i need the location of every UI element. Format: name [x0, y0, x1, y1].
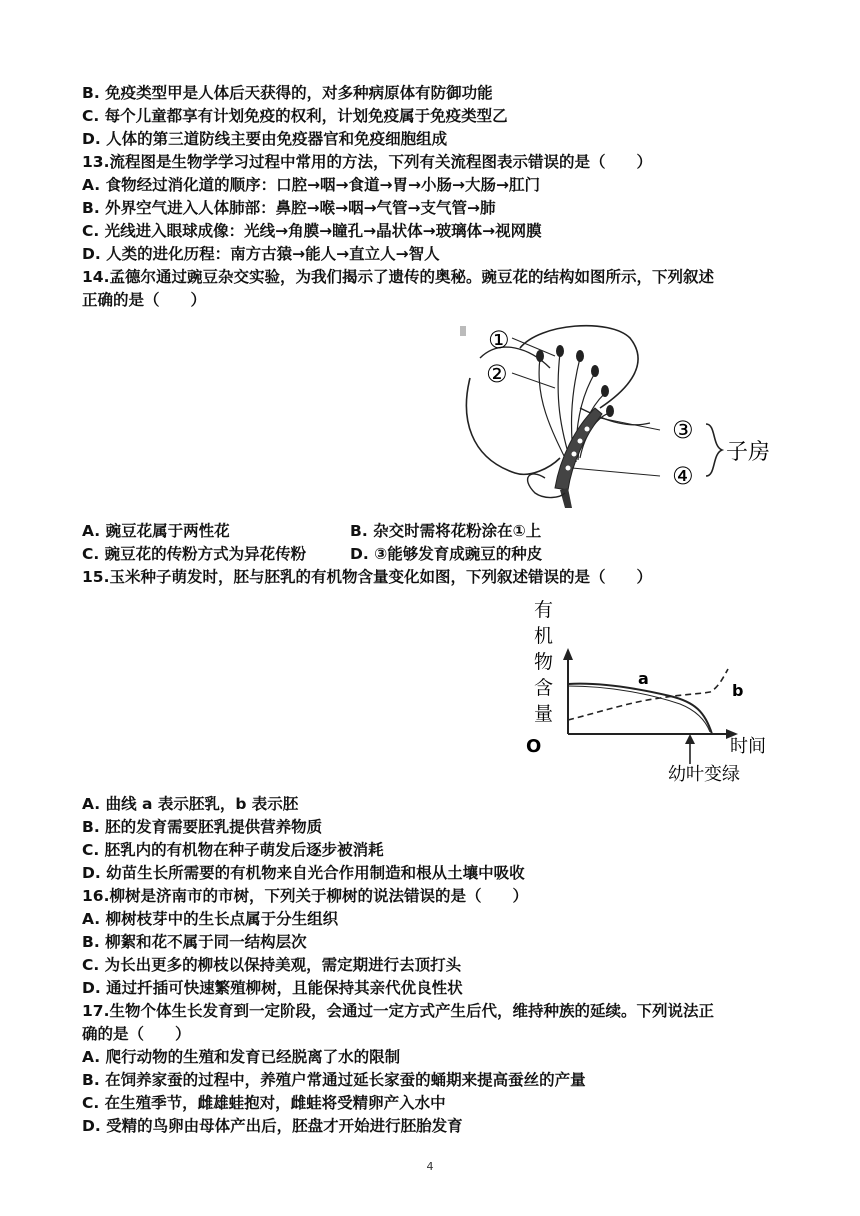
question-17-stem-cont: 确的是（ ） — [82, 1025, 191, 1043]
organic-matter-graph — [520, 594, 790, 794]
label-2: ② — [486, 360, 508, 388]
ovary-label: 子房 — [726, 440, 771, 465]
question-14-stem-cont: 正确的是（ ） — [82, 291, 207, 309]
q14-options-row-2 — [82, 543, 790, 565]
q16-option-a: A. 柳树枝芽中的生长点属于分生组织 — [82, 910, 339, 928]
page-number: 4 — [426, 1160, 434, 1173]
q17-option-b: B. 在饲养家蚕的过程中，养殖户常通过延长家蚕的蛹期来提高蚕丝的产量 — [82, 1071, 586, 1089]
q16-option-b: B. 柳絮和花不属于同一结构层次 — [82, 933, 307, 951]
option-line: B. 免疫类型甲是人体后天获得的，对多种病原体有防御功能 — [82, 84, 493, 102]
q15-option-b: B. 胚的发育需要胚乳提供营养物质 — [82, 818, 323, 836]
q14-option-b: B. 杂交时需将花粉涂在①上 — [350, 522, 542, 540]
annotation-label: 幼叶变绿 — [668, 764, 740, 785]
question-13-stem: 13.流程图是生物学学习过程中常用的方法，下列有关流程图表示错误的是（ ） — [82, 153, 652, 171]
label-1: ① — [488, 326, 510, 354]
ylabel-char: 量 — [534, 703, 554, 725]
q16-option-c: C. 为长出更多的柳枝以保持美观，需定期进行去顶打头 — [82, 956, 462, 974]
q14-option-c: C. 豌豆花的传粉方式为异花传粉 — [82, 545, 307, 563]
q13-option-c: C. 光线进入眼球成像：光线→角膜→瞳孔→晶状体→玻璃体→视网膜 — [82, 222, 542, 240]
question-15-stem: 15.玉米种子萌发时，胚与胚乳的有机物含量变化如图，下列叙述错误的是（ ） — [82, 568, 652, 586]
ylabel-char: 物 — [534, 651, 554, 673]
origin-label: O — [526, 736, 542, 757]
q15-option-c: C. 胚乳内的有机物在种子萌发后逐步被消耗 — [82, 841, 384, 859]
question-17-stem: 17.生物个体生长发育到一定阶段，会通过一定方式产生后代，维持种族的延续。下列说法正 — [82, 1002, 714, 1020]
q16-option-d: D. 通过扦插可快速繁殖柳树，且能保持其亲代优良性状 — [82, 979, 463, 997]
q17-option-a: A. 爬行动物的生殖和发育已经脱离了水的限制 — [82, 1048, 401, 1066]
q15-option-a: A. 曲线 a 表示胚乳，b 表示胚 — [82, 795, 299, 813]
q14-option-d: D. ③能够发育成豌豆的种皮 — [350, 545, 543, 563]
q14-option-a: A. 豌豆花属于两性花 — [82, 522, 230, 540]
label-3: ③ — [672, 416, 694, 444]
q17-option-d: D. 受精的鸟卵由母体产出后，胚盘才开始进行胚胎发育 — [82, 1117, 463, 1135]
question-14-stem: 14.孟德尔通过豌豆杂交实验，为我们揭示了遗传的奥秘。豌豆花的结构如图所示，下列叙述 — [82, 268, 714, 286]
question-16-stem: 16.柳树是济南市的市树，下列关于柳树的说法错误的是（ ） — [82, 887, 528, 905]
q13-option-b: B. 外界空气进入人体肺部：鼻腔→喉→咽→气管→支气管→肺 — [82, 199, 496, 217]
curve-a-label: a — [638, 669, 649, 688]
label-4: ④ — [672, 462, 694, 490]
q14-options-row-1 — [82, 520, 790, 542]
pea-flower-figure — [460, 318, 790, 513]
ylabel-char: 机 — [534, 625, 554, 647]
q13-option-a: A. 食物经过消化道的顺序：口腔→咽→食道→胃→小肠→大肠→肛门 — [82, 176, 540, 194]
q15-option-d: D. 幼苗生长所需要的有机物来自光合作用制造和根从土壤中吸收 — [82, 864, 525, 882]
q17-option-c: C. 在生殖季节，雌雄蛙抱对，雌蛙将受精卵产入水中 — [82, 1094, 446, 1112]
option-line: C. 每个儿童都享有计划免疫的权利，计划免疫属于免疫类型乙 — [82, 107, 508, 125]
ylabel-char: 有 — [534, 599, 554, 621]
option-line: D. 人体的第三道防线主要由免疫器官和免疫细胞组成 — [82, 130, 448, 148]
q13-option-d: D. 人类的进化历程：南方古猿→能人→直立人→智人 — [82, 245, 440, 263]
curve-b-label: b — [732, 681, 744, 700]
xlabel: 时间 — [730, 736, 766, 757]
ylabel-char: 含 — [534, 677, 554, 699]
